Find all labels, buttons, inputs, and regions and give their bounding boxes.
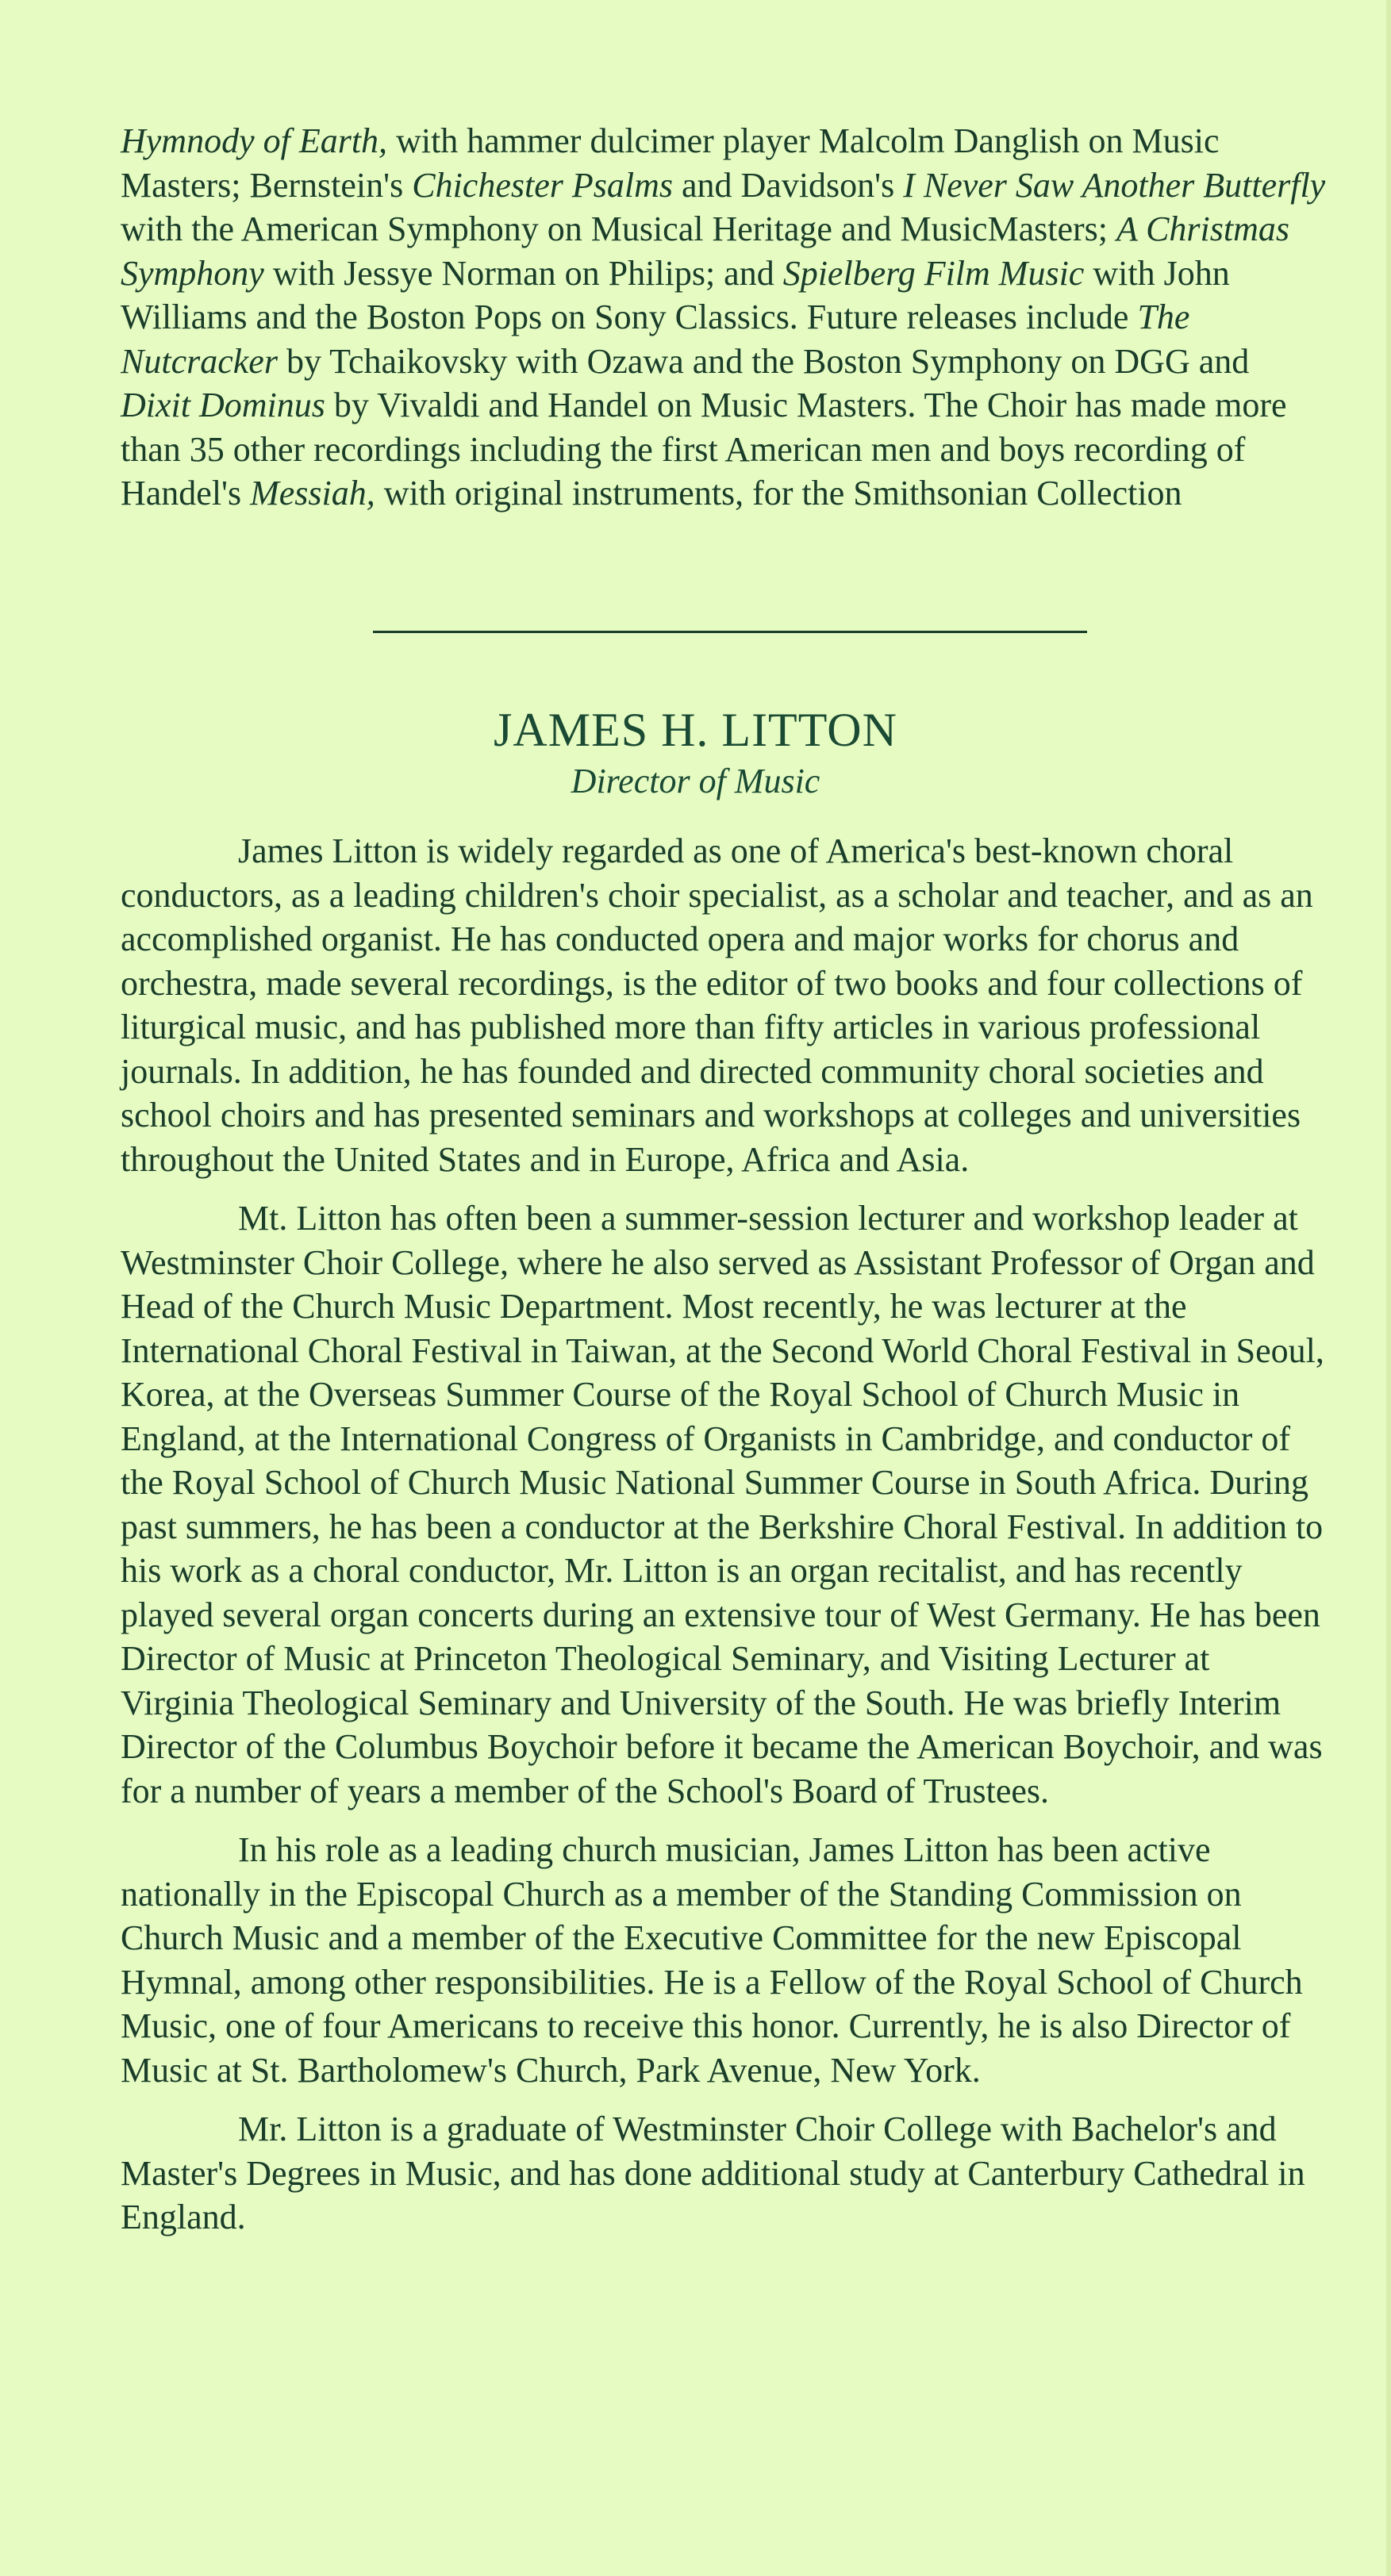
intro-segment: The Nutcracker xyxy=(121,298,1190,381)
recordings-paragraph xyxy=(121,119,1327,516)
intro-segment: with Jessye Norman on Philips; and xyxy=(263,253,783,293)
intro-segment: A Christmas Symphony xyxy=(121,209,1290,293)
intro-segment: Spielberg Film Music xyxy=(782,253,1085,293)
section-heading: JAMES H. LITTON xyxy=(494,704,897,756)
intro-segment: by Vivaldi and Handel on Music Masters. The Choir has made more than 35 other recordings including the first American men and boys recording of Handel's xyxy=(121,386,1287,513)
intro-segment: with hammer dulcimer player Malcolm Danglish on Music Masters; Bernstein's xyxy=(121,121,1220,205)
section-divider xyxy=(373,631,1087,633)
intro-segment: Hymnody of Earth, xyxy=(121,121,388,160)
bio-paragraph: Mt. Litton has often been a summer-session lecturer and workshop leader at Westminster Choir College, where he also served as Assistant Professor of Organ and Head of the Church Music Department. Most recently, he was lecturer at the International Choral Festival in Taiwan, at the Second World Choral Festival in Seoul, Korea, at the Overseas Summer Course of the Royal School of Church Music in England, at the International Congress of Organists in Cambridge, and conductor of the Royal School of Church Music National Summer Course in South Africa. During past summers, he has been a conductor at the Berkshire Choral Festival. In addition to his work as a choral conductor, Mr. Litton is an organ recitalist, and has recently played several organ concerts during an extensive tour of West Germany. He has been Director of Music at Princeton Theological Seminary, and Visiting Lecturer at Virginia Theological Seminary and University of the South. He was briefly Interim Director of the Columbus Boychoir before it became the American Boychoir, and was for a number of years a member of the School's Board of Trustees. xyxy=(121,1199,1324,1810)
intro-segment: Messiah, xyxy=(250,474,375,513)
biography xyxy=(121,829,1327,2255)
intro-segment: by Tchaikovsky with Ozawa and the Boston Symphony on DGG and xyxy=(277,341,1250,381)
intro-segment: Dixit Dominus xyxy=(121,386,325,424)
section-subheading: Director of Music xyxy=(571,762,820,800)
recordings-text xyxy=(121,119,1327,516)
intro-segment: with original instruments, for the Smithsonian Collection xyxy=(375,474,1182,513)
intro-segment: and Davidson's xyxy=(672,165,904,205)
intro-segment: Chichester Psalms xyxy=(412,165,673,205)
bio-paragraph: Mr. Litton is a graduate of Westminster Choir College with Bachelor's and Master's Degrees in Music, and has done additional study at Canterbury Cathedral in England. xyxy=(121,2110,1305,2236)
intro-segment: I Never Saw Another Butterfly xyxy=(903,165,1326,205)
bio-paragraph: In his role as a leading church musician, James Litton has been active nationally in the Episcopal Church as a member of the Standing Commission on Church Music and a member of the Executive Committee for the new Episcopal Hymnal, among other responsibilities. He is a Fellow of the Royal School of Church Music, one of four Americans to receive this honor. Currently, he is also Director of Music at St. Bartholomew's Church, Park Avenue, New York. xyxy=(121,1830,1303,2090)
intro-segment: with John Williams and the Boston Pops on Sony Classics. Future releases include xyxy=(121,253,1230,336)
bio-paragraph: James Litton is widely regarded as one of America's best-known choral conductors, as a leading children's choir specialist, as a scholar and teacher, and as an accomplished organist. He has conducted opera and major works for chorus and orchestra, made several recordings, is the editor of two books and four collections of liturgical music, and has published more than fifty articles in various professional journals. In addition, he has founded and directed community choral societies and school choirs and has presented seminars and workshops at colleges and universities throughout the United States and in Europe, Africa and Asia. xyxy=(121,831,1313,1179)
intro-segment: with the American Symphony on Musical Heritage and MusicMasters; xyxy=(121,209,1116,248)
